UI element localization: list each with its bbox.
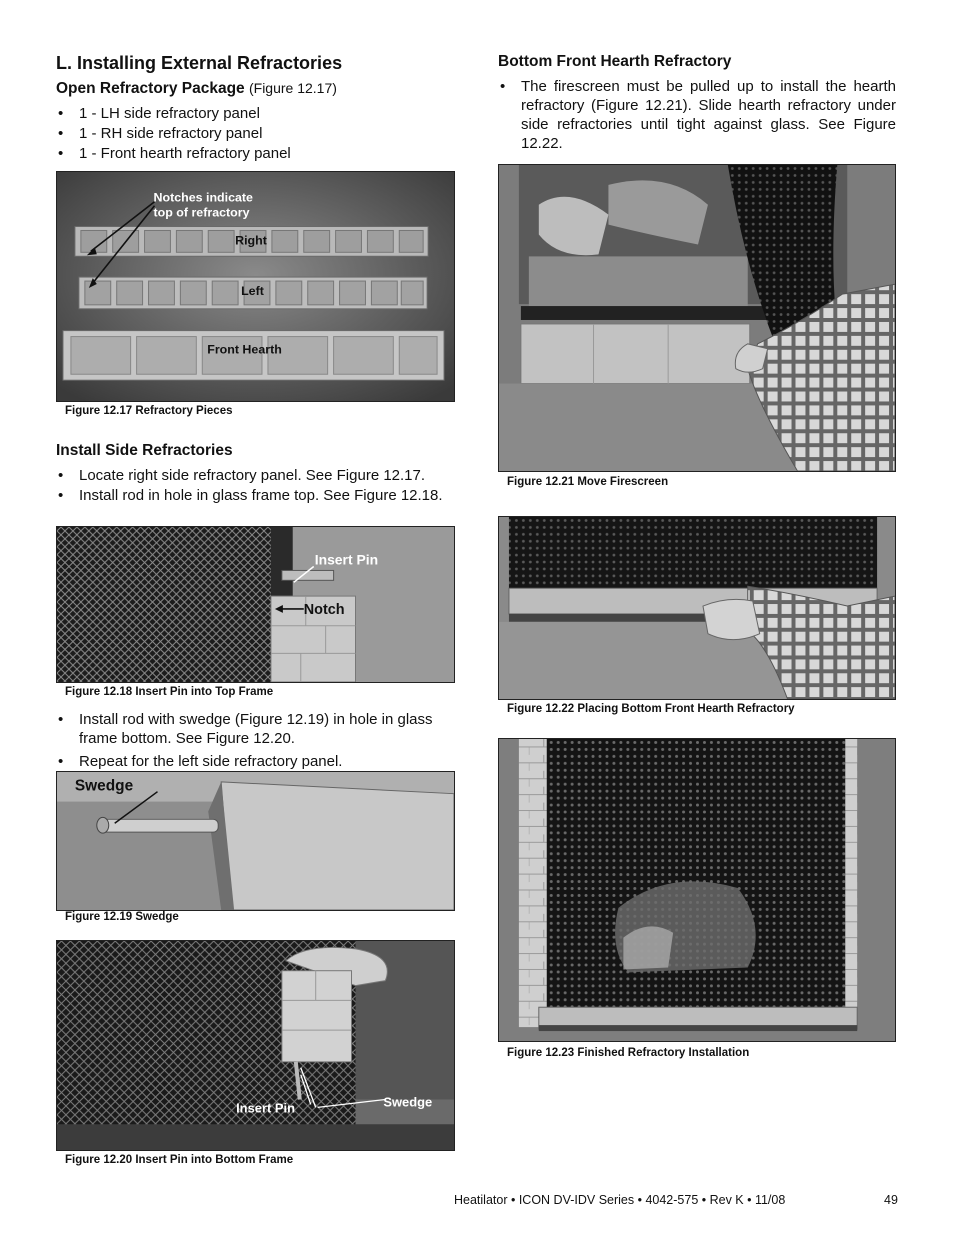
list-item: • Install rod with swedge (Figure 12.19) in hole in glass frame bottom. See Figure 12.20.	[56, 710, 455, 748]
list-item: • Install rod in hole in glass frame top. See Figure 12.18.	[56, 486, 455, 505]
fig1217-notches-label-2: top of refractory	[153, 205, 250, 220]
fig1218-insert-pin-label: Insert Pin	[314, 551, 379, 568]
figure-12-17-caption: Figure 12.17 Refractory Pieces	[65, 405, 233, 417]
page-number: 49	[884, 1193, 898, 1207]
figure-12-20-photo	[56, 940, 455, 1151]
figure-12-18-caption: Figure 12.18 Insert Pin into Top Frame	[65, 686, 274, 698]
list-item: • 1 - LH side refractory panel	[56, 104, 456, 123]
list-item: • Repeat for the left side refractory panel.	[56, 752, 455, 771]
figure-12-22-caption: Figure 12.22 Placing Bottom Front Hearth Refractory	[507, 703, 795, 715]
figure-12-20-caption: Figure 12.20 Insert Pin into Bottom Frame	[65, 1154, 294, 1166]
figure-12-19-caption: Figure 12.19 Swedge	[65, 911, 179, 923]
section-title: L. Installing External Refractories	[56, 53, 343, 73]
figure-12-23-photo	[498, 738, 896, 1042]
figure-12-17-photo	[56, 171, 455, 402]
open-package-list	[56, 104, 456, 164]
figure-12-21-caption: Figure 12.21 Move Firescreen	[507, 476, 669, 488]
footer-text: Heatilator • ICON DV-IDV Series • 4042-575 • Rev K • 11/08	[454, 1193, 786, 1207]
figure-12-18-photo	[56, 526, 455, 683]
figure-12-19-photo	[56, 771, 455, 911]
list-item: • 1 - RH side refractory panel	[56, 124, 456, 143]
figure-12-21-photo	[498, 164, 896, 472]
install-side-heading: Install Side Refractories	[56, 442, 233, 459]
fig1217-left-label: Left	[241, 283, 264, 298]
fig1218-notch-label: Notch	[303, 601, 345, 618]
more-steps-list	[56, 710, 455, 772]
install-side-list	[56, 466, 455, 506]
list-item: • The firescreen must be pulled up to install the hearth refractory (Figure 12.21). Slide hearth refractory under side refractories until tight against glass. See Figure 12.22.	[498, 77, 896, 153]
fig1219-swedge-label: Swedge	[74, 777, 134, 795]
bottom-front-heading: Bottom Front Hearth Refractory	[498, 53, 732, 70]
fig1217-right-label: Right	[235, 233, 267, 248]
list-item: • Locate right side refractory panel. See Figure 12.17.	[56, 466, 455, 485]
open-package-heading: Open Refractory Package (Figure 12.17)	[56, 80, 337, 97]
figure-12-22-photo	[498, 516, 896, 700]
fig1220-insert-pin-label: Insert Pin	[236, 1100, 295, 1116]
fig1217-front-label: Front Hearth	[207, 342, 282, 357]
fig1220-swedge-label: Swedge	[383, 1094, 433, 1110]
figure-12-23-caption: Figure 12.23 Finished Refractory Installation	[507, 1047, 750, 1059]
fig1217-notches-label-1: Notches indicate	[153, 190, 253, 205]
list-item: • 1 - Front hearth refractory panel	[56, 144, 456, 163]
bottom-front-list	[498, 77, 896, 154]
